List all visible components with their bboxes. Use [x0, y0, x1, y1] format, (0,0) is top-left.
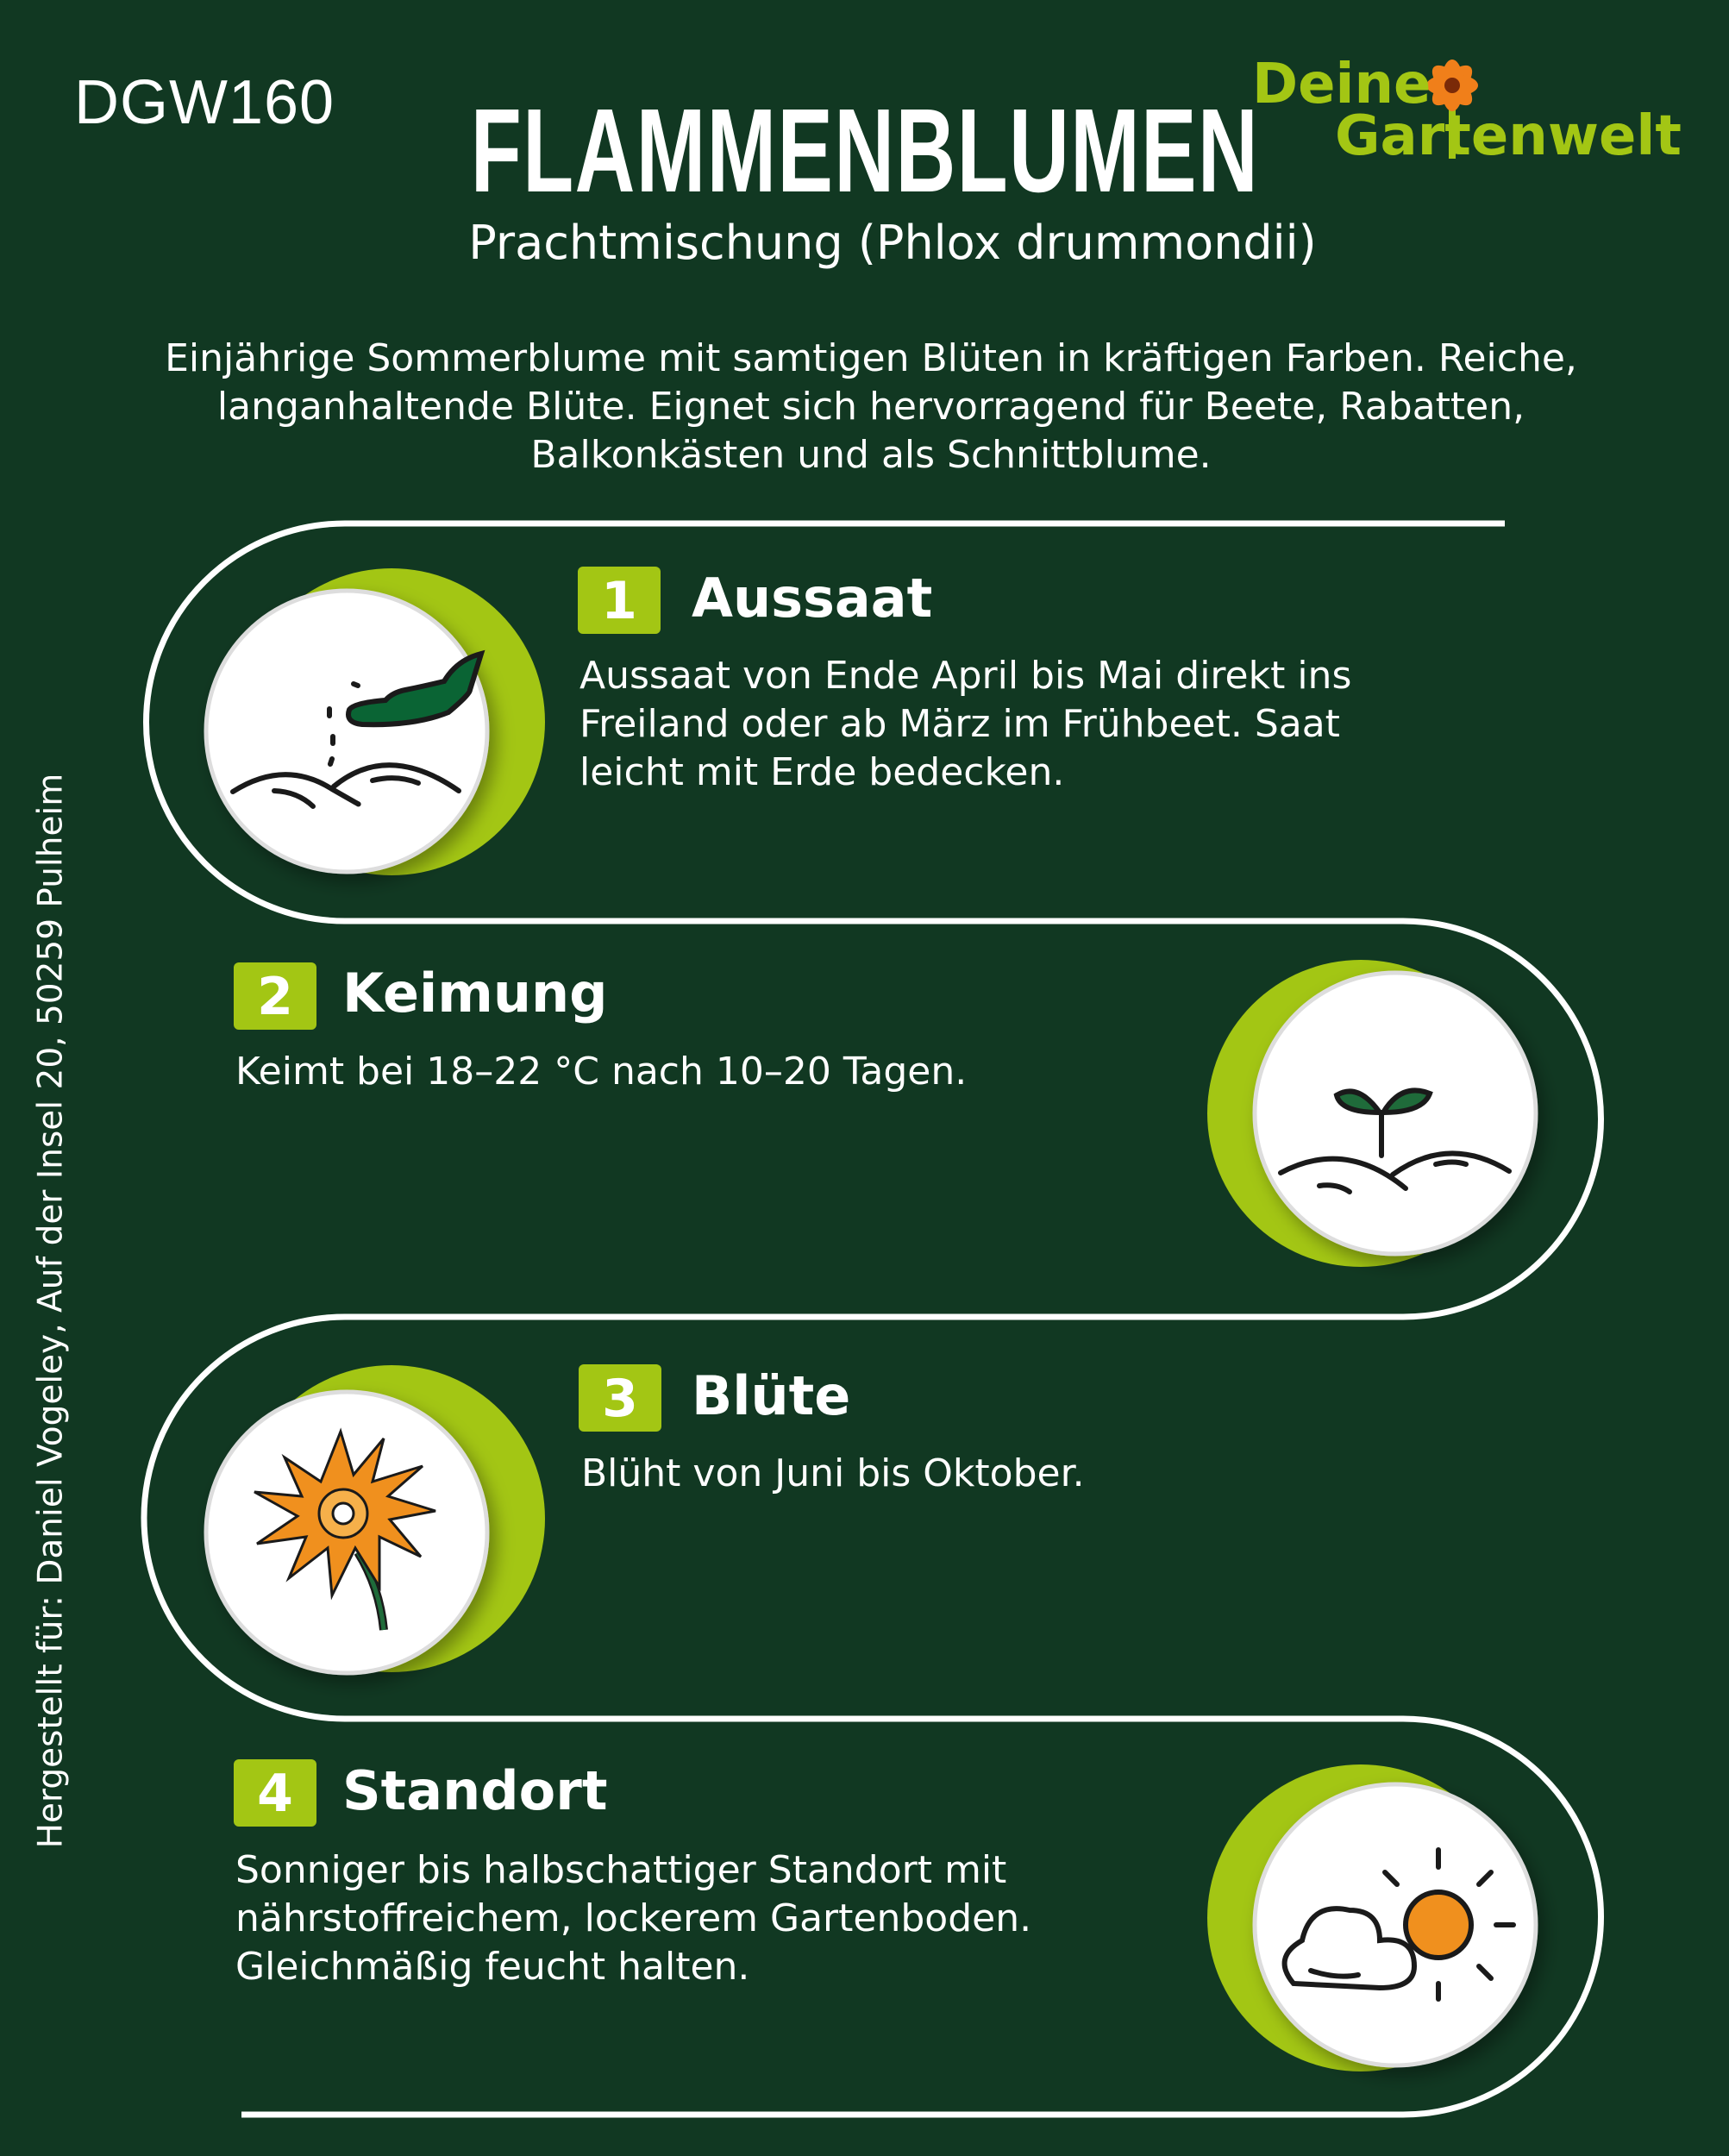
description: Einjährige Sommerblume mit samtigen Blüten in kräftigen Farben. Reiche, langanhaltende Blüte. Eignet sich hervorragend für Beete, Rabatten, Balkonkästen und als Schnittblume. [165, 336, 1577, 477]
step-3-text: Blüht von Juni bis Oktober. [581, 1451, 1085, 1495]
step-4-text: Sonniger bis halbschattiger Standort mit nährstoffreichem, lockerem Gartenboden. Gleichmäßig feucht halten. [235, 1848, 1032, 1989]
step-1-text: Aussaat von Ende April bis Mai direkt ins Freiland oder ab März im Frühbeet. Saat leicht mit Erde bedecken. [579, 654, 1352, 794]
product-code: DGW160 [74, 68, 335, 137]
page-title: FLAMMENBLUMEN [470, 85, 1260, 217]
step-2-badge: 2 [234, 962, 316, 1030]
step-4-title: Standort [342, 1759, 608, 1822]
step-1-title: Aussaat [692, 567, 933, 630]
step-4-badge: 4 [234, 1759, 316, 1827]
step-2-title: Keimung [342, 962, 608, 1025]
step-1-badge: 1 [578, 567, 661, 634]
logo-line-2: Gartenwelt [1335, 104, 1682, 168]
step-2-text: Keimt bei 18–22 °C nach 10–20 Tagen. [235, 1050, 968, 1094]
manufacturer-info: Hergestellt für: Daniel Vogeley, Auf der Insel 20, 50259 Pulheim [31, 773, 71, 1849]
brand-logo [1252, 53, 1682, 167]
step-2-icon-circle [1207, 960, 1536, 1267]
step-4-icon-circle [1207, 1764, 1536, 2071]
step-1-icon-circle [206, 568, 545, 875]
subtitle: Prachtmischung (Phlox drummondii) [468, 216, 1317, 270]
logo-line-1: Deine [1252, 53, 1431, 116]
step-3-icon-circle [206, 1365, 545, 1673]
step-3-badge: 3 [579, 1364, 661, 1432]
step-3-title: Blüte [692, 1364, 851, 1427]
